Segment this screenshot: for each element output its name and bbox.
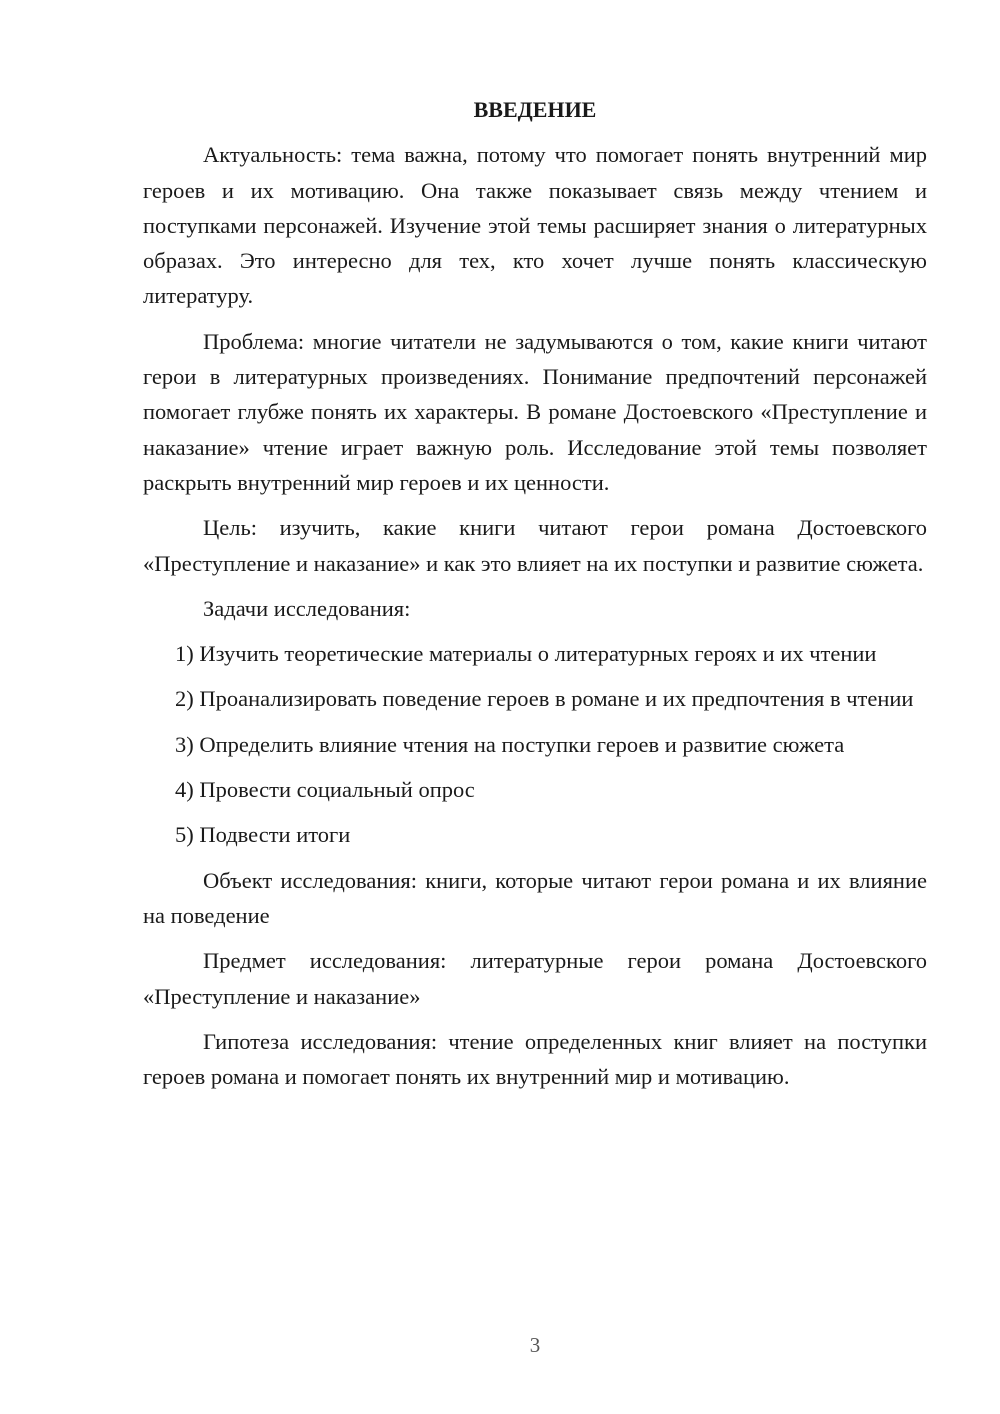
page-title: ВВЕДЕНИЕ	[473, 97, 597, 122]
task-item-3: 3) Определить влияние чтения на поступки героев и развитие сюжета	[175, 731, 845, 757]
task-item-1: 1) Изучить теоретические материалы о литературных героях и их чтении	[175, 641, 877, 667]
hypothesis-paragraph: Гипотеза исследования: чтение определенных книг влияет на поступки героев романа и помогает понять их внутренний мир и мотивацию.	[143, 1028, 927, 1090]
page-number: 3	[529, 1333, 541, 1357]
task-item-5: 5) Подвести итоги	[175, 822, 351, 848]
task-item-4: 4) Провести социальный опрос	[175, 777, 475, 803]
goal-paragraph: Цель: изучить, какие книги читают герои романа Достоевского «Преступление и наказание» и как это влияет на их поступки и развитие сюжета.	[143, 515, 927, 576]
tasks-heading: Задачи исследования:	[203, 595, 411, 621]
relevance-paragraph: Актуальность: тема важна, потому что помогает понять внутренний мир героев и их мотивацию. Она также показывает связь между чтением и поступками персонажей. Изучение этой темы расширяет знания о литературных образах. Это интересно для тех, кто хочет лучше понять классическую литературу.	[143, 142, 927, 309]
object-paragraph: Объект исследования: книги, которые читают герои романа и их влияние на поведение	[143, 867, 927, 928]
subject-paragraph: Предмет исследования: литературные герои романа Достоевского «Преступление и наказание»	[143, 948, 927, 1009]
problem-paragraph: Проблема: многие читатели не задумываются о том, какие книги читают герои в литературных произведениях. Понимание предпочтений персонажей помогает глубже понять их характеры. В романе Достоевского «Преступление и наказание» чтение играет важную роль. Исследование этой темы позволяет раскрыть внутренний мир героев и их ценности.	[143, 328, 927, 495]
document-page	[143, 92, 927, 1104]
task-item-2: 2) Проанализировать поведение героев в романе и их предпочтения в чтении	[175, 686, 914, 712]
